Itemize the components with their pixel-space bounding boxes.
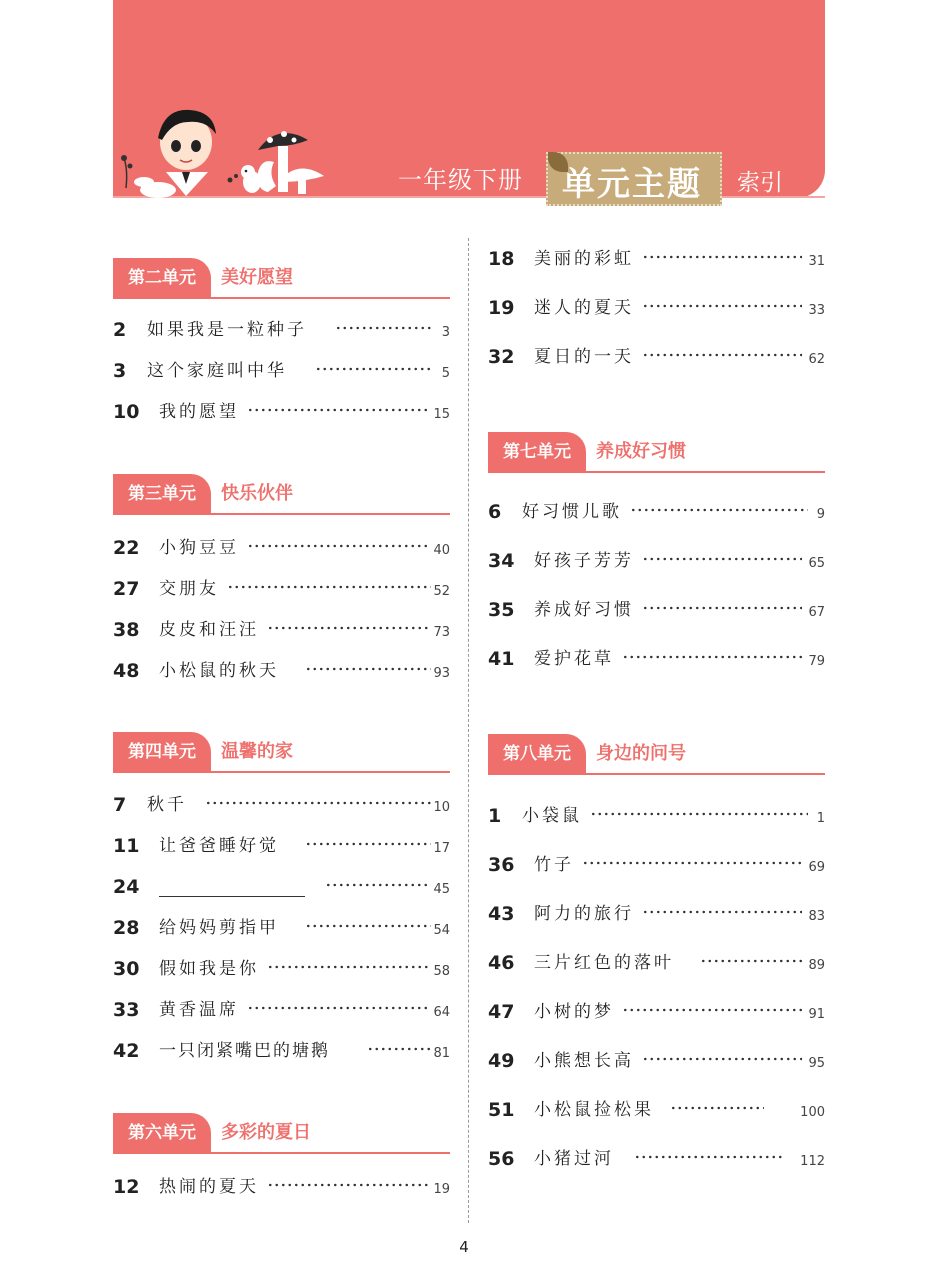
entry-number: 2 [113, 319, 127, 341]
unit-tag: 第二单元 [113, 258, 211, 298]
page-number: 4 [459, 1238, 469, 1256]
entry-page: 1 [816, 811, 825, 826]
toc-entry[interactable] [113, 533, 450, 563]
column-divider [468, 238, 469, 1223]
toc-entry[interactable] [113, 790, 450, 820]
unit-theme: 美好愿望 [221, 267, 293, 288]
boy-squirrel-mushroom-illustration [118, 100, 338, 200]
toc-entry[interactable] [488, 850, 825, 880]
toc-entry[interactable] [488, 1095, 825, 1125]
toc-entry[interactable] [488, 497, 825, 527]
entry-page: 89 [808, 958, 825, 973]
entry-number: 22 [113, 537, 140, 559]
entry-page: 73 [433, 625, 450, 640]
entry-number: 6 [488, 501, 502, 523]
entry-title: 阿力的旅行 [534, 904, 634, 924]
entry-title: 小松鼠的秋天 [159, 661, 279, 681]
entry-title: 交朋友 [159, 579, 219, 599]
unit-header [113, 1113, 450, 1153]
toc-entry[interactable] [488, 997, 825, 1027]
entry-title: 小树的梦 [534, 1002, 614, 1022]
toc-entry[interactable] [113, 1172, 450, 1202]
toc-entry[interactable] [113, 831, 450, 861]
entry-number: 11 [113, 835, 140, 857]
entry-page: 58 [433, 964, 450, 979]
entry-number: 1 [488, 805, 502, 827]
entry-page: 5 [441, 366, 450, 381]
leader-dots [670, 1106, 764, 1110]
toc-entry[interactable] [488, 1046, 825, 1076]
entry-title: 小熊想长高 [534, 1051, 634, 1071]
entry-number: 49 [488, 1050, 515, 1072]
leader-dots [642, 606, 802, 610]
unit-underline [113, 513, 450, 515]
entry-page: 79 [808, 654, 825, 669]
toc-entry[interactable] [488, 644, 825, 674]
unit-header [113, 474, 450, 514]
entry-number: 19 [488, 297, 515, 319]
entry-page: 17 [433, 841, 450, 856]
toc-entry[interactable] [488, 244, 825, 274]
unit-2 [113, 258, 450, 298]
entry-page: 19 [433, 1182, 450, 1197]
entry-number: 7 [113, 794, 127, 816]
entry-number: 10 [113, 401, 140, 423]
unit-underline [113, 297, 450, 299]
entry-number: 3 [113, 360, 127, 382]
leader-dots [305, 842, 431, 846]
leader-dots [622, 655, 802, 659]
entry-title: 一只闭紧嘴巴的塘鹅 [159, 1041, 330, 1061]
leader-dots [247, 544, 431, 548]
unit-theme: 养成好习惯 [596, 441, 686, 462]
unit-underline [488, 471, 825, 473]
toc-entry[interactable] [488, 342, 825, 372]
leader-dots [267, 965, 431, 969]
leader-dots [622, 1008, 802, 1012]
leader-dots [642, 304, 802, 308]
entry-number: 28 [113, 917, 140, 939]
entry-title: 爱护花草 [534, 649, 614, 669]
entry-page: 31 [808, 254, 825, 269]
toc-entry[interactable] [488, 948, 825, 978]
toc-entry[interactable] [113, 315, 450, 345]
entry-title: 好习惯儿歌 [522, 502, 622, 522]
entry-page: 67 [808, 605, 825, 620]
leader-dots [305, 667, 431, 671]
leader-dots [642, 1057, 802, 1061]
toc-entry[interactable] [488, 1144, 825, 1174]
entry-number: 35 [488, 599, 515, 621]
entry-title: 给妈妈剪指甲 [159, 918, 279, 938]
entry-page: 83 [808, 909, 825, 924]
toc-entry[interactable] [113, 954, 450, 984]
entry-number: 42 [113, 1040, 140, 1062]
entry-title: 假如我是你 [159, 959, 259, 979]
entry-title: 皮皮和汪汪 [159, 620, 259, 640]
entry-number: 12 [113, 1176, 140, 1198]
toc-entry[interactable] [488, 899, 825, 929]
entry-page: 52 [433, 584, 450, 599]
entry-title: 热闹的夏天 [159, 1177, 259, 1197]
entry-page: 40 [433, 543, 450, 558]
leader-dots [642, 557, 802, 561]
leader-dots [227, 585, 431, 589]
entry-page: 9 [816, 507, 825, 522]
entry-title: 迷人的夏天 [534, 298, 634, 318]
entry-title: 夏日的一天 [534, 347, 634, 367]
unit-theme: 快乐伙伴 [221, 483, 293, 504]
unit-underline [113, 1152, 450, 1154]
entry-number: 32 [488, 346, 515, 368]
entry-title: 小狗豆豆 [159, 538, 239, 558]
toc-entry-fill-blank[interactable] [113, 872, 450, 902]
entry-page: 81 [433, 1046, 450, 1061]
leader-dots [590, 812, 808, 816]
entry-page: 93 [433, 666, 450, 681]
entry-title: 这个家庭叫中华 [147, 361, 287, 381]
unit-theme: 身边的问号 [596, 743, 686, 764]
unit-theme: 多彩的夏日 [221, 1122, 311, 1143]
unit-tag: 第三单元 [113, 474, 211, 514]
toc-entry[interactable] [113, 615, 450, 645]
entry-number: 30 [113, 958, 140, 980]
entry-page: 10 [433, 800, 450, 815]
entry-title: 如果我是一粒种子 [147, 320, 307, 340]
entry-page: 100 [800, 1105, 825, 1120]
entry-title: 小猪过河 [534, 1149, 614, 1169]
leader-dots [642, 255, 802, 259]
toc-entry[interactable] [113, 356, 450, 386]
entry-number: 51 [488, 1099, 515, 1121]
entry-page: 91 [808, 1007, 825, 1022]
unit-tag: 第八单元 [488, 734, 586, 774]
entry-title: 三片红色的落叶 [534, 953, 674, 973]
entry-page: 45 [433, 882, 450, 897]
entry-page: 64 [433, 1005, 450, 1020]
unit-6 [113, 1113, 450, 1153]
entry-page: 62 [808, 352, 825, 367]
entry-number: 36 [488, 854, 515, 876]
leader-dots [630, 508, 808, 512]
leader-dots [305, 924, 431, 928]
entry-number: 43 [488, 903, 515, 925]
unit-tag: 第七单元 [488, 432, 586, 472]
leader-dots [267, 1183, 431, 1187]
header-index-label: 索引 [737, 170, 783, 196]
leader-dots [247, 1006, 431, 1010]
leader-dots [582, 861, 802, 865]
entry-number: 41 [488, 648, 515, 670]
entry-number: 48 [113, 660, 140, 682]
toc-entry[interactable] [113, 397, 450, 427]
toc-entry[interactable] [113, 574, 450, 604]
entry-title: 竹子 [534, 855, 574, 875]
unit-header [488, 432, 825, 472]
entry-title: 秋千 [147, 795, 187, 815]
unit-header [113, 258, 450, 298]
entry-number: 24 [113, 876, 140, 898]
entry-page: 95 [808, 1056, 825, 1071]
entry-number: 33 [113, 999, 140, 1021]
toc-entry[interactable] [488, 595, 825, 625]
unit-3 [113, 474, 450, 514]
entry-title: 让爸爸睡好觉 [159, 836, 279, 856]
unit-underline [113, 771, 450, 773]
unit-header [113, 732, 450, 772]
leader-dots [700, 959, 802, 963]
entry-number: 18 [488, 248, 515, 270]
entry-title: 好孩子芳芳 [534, 551, 634, 571]
unit-header [488, 734, 825, 774]
entry-number: 34 [488, 550, 515, 572]
unit-7 [488, 432, 825, 472]
toc-entry[interactable] [113, 656, 450, 686]
unit-4 [113, 732, 450, 772]
entry-page: 33 [808, 303, 825, 318]
entry-page: 15 [433, 407, 450, 422]
leader-dots [267, 626, 431, 630]
toc-entry[interactable] [488, 801, 825, 831]
toc-entry[interactable] [113, 995, 450, 1025]
leader-dots [634, 1155, 784, 1159]
entry-number: 47 [488, 1001, 515, 1023]
leader-dots [205, 801, 431, 805]
toc-entry[interactable] [488, 293, 825, 323]
leader-dots [247, 408, 431, 412]
entry-number: 46 [488, 952, 515, 974]
entry-page: 112 [800, 1154, 825, 1169]
entry-title: 小袋鼠 [522, 806, 582, 826]
unit-underline [488, 773, 825, 775]
entry-number: 27 [113, 578, 140, 600]
entry-title: 小松鼠捡松果 [534, 1100, 654, 1120]
leader-dots [642, 353, 802, 357]
entry-title: 养成好习惯 [534, 600, 634, 620]
unit-theme: 温馨的家 [221, 741, 293, 762]
toc-entry[interactable] [113, 913, 450, 943]
entry-page: 3 [441, 325, 450, 340]
unit-tag: 第四单元 [113, 732, 211, 772]
entry-title: 我的愿望 [159, 402, 239, 422]
unit-8 [488, 734, 825, 774]
unit-tag: 第六单元 [113, 1113, 211, 1153]
toc-entry[interactable] [488, 546, 825, 576]
entry-page: 65 [808, 556, 825, 571]
entry-number: 38 [113, 619, 140, 641]
leader-dots [642, 910, 802, 914]
entry-page: 69 [808, 860, 825, 875]
entry-number: 56 [488, 1148, 515, 1170]
fill-in-blank-line[interactable] [159, 896, 305, 897]
header-title: 单元主题 [562, 164, 702, 203]
toc-entry[interactable] [113, 1036, 450, 1066]
entry-page: 54 [433, 923, 450, 938]
entry-title: 黄香温席 [159, 1000, 239, 1020]
header-grade: 一年级下册 [398, 166, 523, 194]
entry-title: 美丽的彩虹 [534, 249, 634, 269]
